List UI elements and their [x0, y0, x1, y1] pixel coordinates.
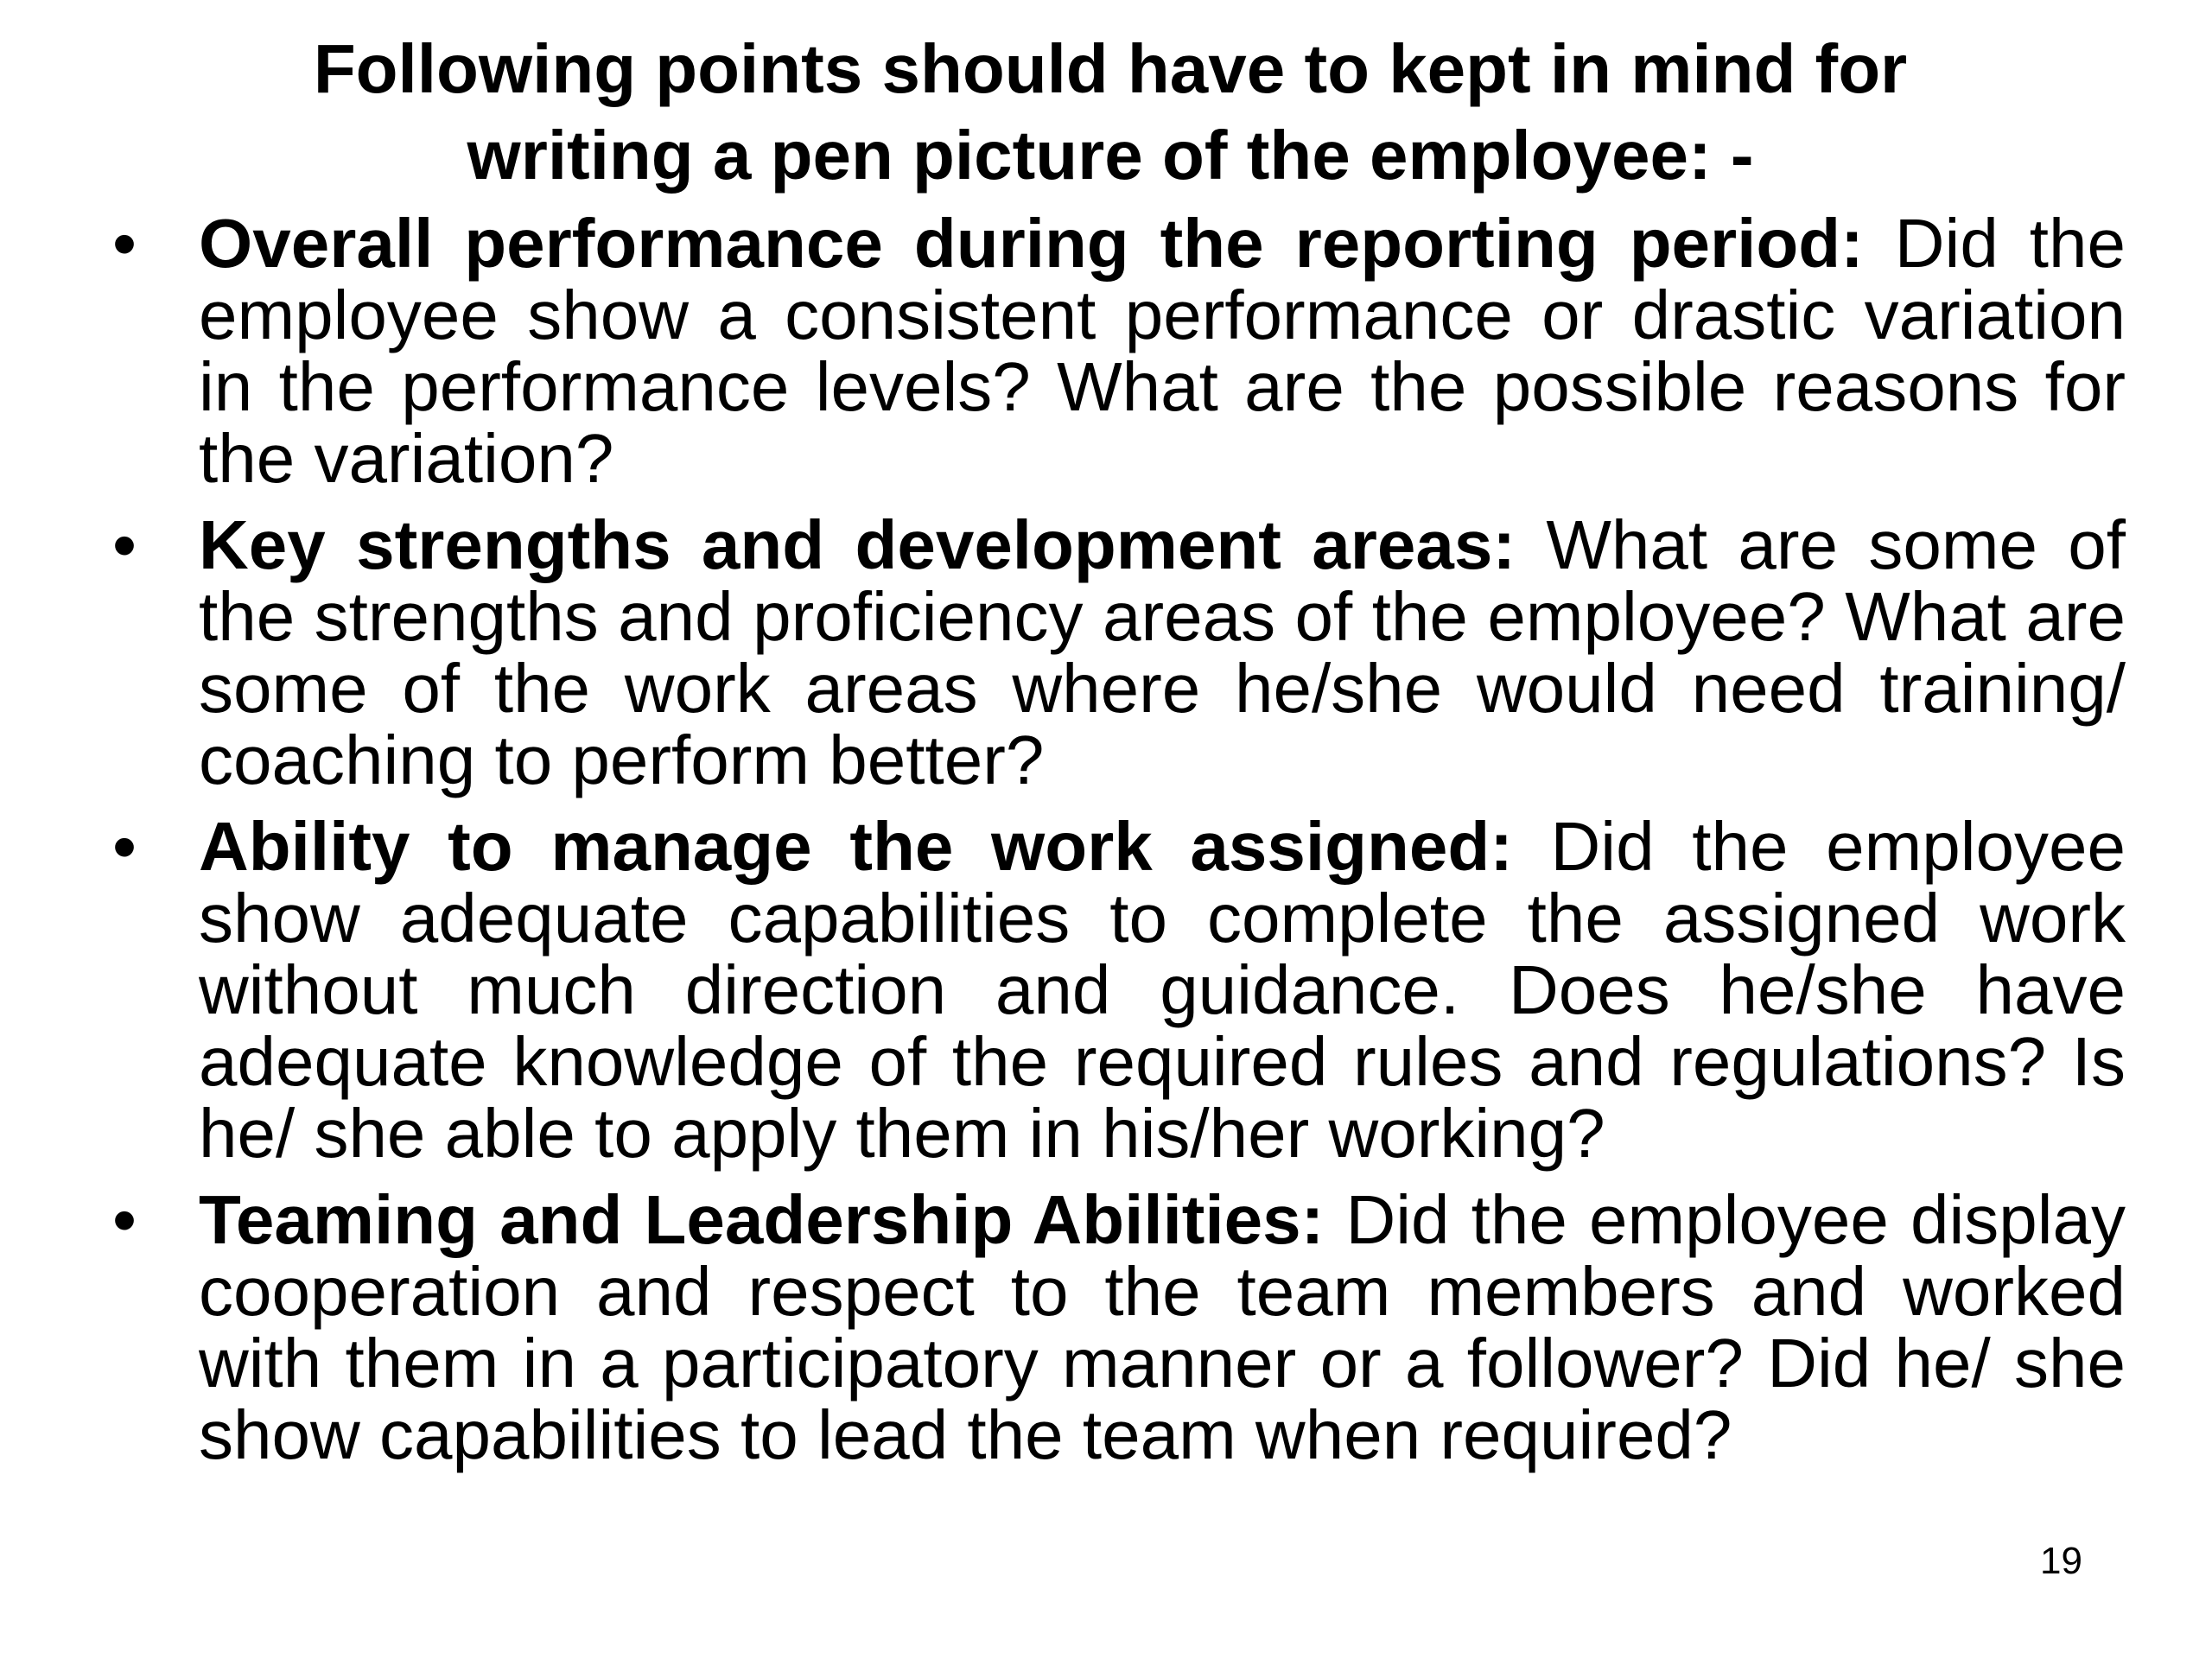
bullet-body: What are some of the strengths and proficiency areas of the employee? What are some of the work areas where he/she would need training/ coaching to perform better?	[199, 506, 2126, 798]
bullet-text	[199, 506, 2126, 798]
bullet-item-teaming-leadership	[112, 1181, 2126, 1473]
bullet-icon: •	[112, 506, 137, 583]
bullet-icon: •	[112, 1181, 137, 1258]
slide-title-line-1: Following points should have to kept in mind for	[313, 30, 1908, 107]
bullet-heading: Overall performance during the reporting period:	[199, 205, 1864, 282]
bullet-heading: Key strengths and development areas:	[199, 506, 1516, 583]
page-number: 19	[2040, 1540, 2082, 1582]
bullet-text	[199, 1181, 2126, 1473]
bullet-text	[199, 808, 2126, 1172]
bullet-heading: Ability to manage the work assigned:	[199, 808, 1513, 885]
slide-title	[173, 26, 2048, 199]
slide-title-line-2: writing a pen picture of the employee: -	[467, 117, 1754, 194]
bullet-body: Did the employee display cooperation and respect to the team members and worked with them in a participatory manner or a follower? Did he/ she show capabilities to lead the team when required?	[199, 1181, 2126, 1473]
bullet-item-key-strengths	[112, 506, 2126, 798]
bullet-list	[112, 207, 2126, 1485]
bullet-item-manage-work	[112, 808, 2126, 1172]
bullet-body: Did the employee show adequate capabilities to complete the assigned work without much direction and guidance. Does he/she have adequate knowledge of the required rules and regulations? Is he/ she able to apply them in his/her working?	[199, 808, 2126, 1172]
bullet-icon: •	[112, 808, 137, 885]
bullet-icon: •	[112, 205, 137, 282]
bullet-item-overall-performance	[112, 205, 2126, 497]
bullet-text	[199, 205, 2126, 497]
bullet-heading: Teaming and Leadership Abilities:	[199, 1181, 1325, 1258]
bullet-body: Did the employee show a consistent performance or drastic variation in the performance levels? What are the possible reasons for the variation?	[199, 205, 2126, 497]
